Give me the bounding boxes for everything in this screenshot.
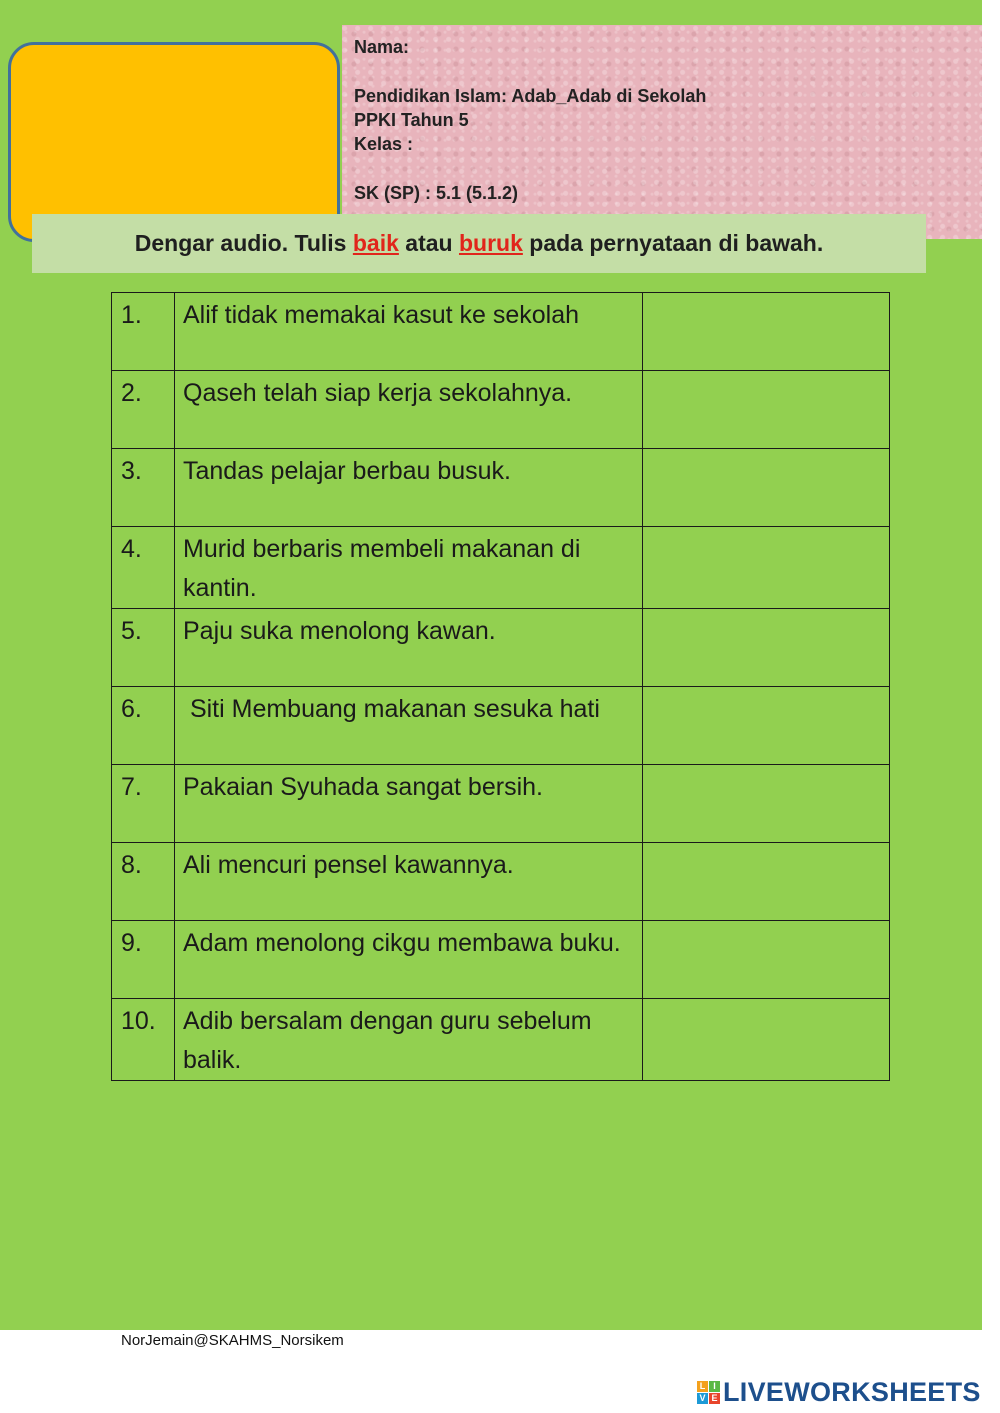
item-number: 10. — [112, 999, 175, 1081]
instruction-text-1: Dengar audio. Tulis — [134, 230, 353, 256]
item-statement: Paju suka menolong kawan. — [175, 609, 643, 687]
answer-field[interactable] — [643, 293, 890, 371]
liveworksheets-brand — [697, 1377, 981, 1407]
answer-field[interactable] — [643, 527, 890, 609]
item-number: 6. — [112, 687, 175, 765]
liveworksheets-logo-icon — [697, 1381, 720, 1404]
item-number: 3. — [112, 449, 175, 527]
table-row — [112, 449, 890, 527]
statements-table — [111, 292, 890, 1081]
table-row — [112, 609, 890, 687]
table-row — [112, 687, 890, 765]
answer-field[interactable] — [643, 765, 890, 843]
instruction-text-3: pada pernyataan di bawah. — [522, 230, 824, 256]
item-number: 5. — [112, 609, 175, 687]
header-card — [342, 25, 982, 239]
item-number: 8. — [112, 843, 175, 921]
answer-field[interactable] — [643, 921, 890, 999]
answer-field[interactable] — [643, 687, 890, 765]
item-statement: Adam menolong cikgu membawa buku. — [175, 921, 643, 999]
standard-code: SK (SP) : 5.1 (5.1.2) — [354, 183, 519, 203]
item-number: 7. — [112, 765, 175, 843]
item-statement: Pakaian Syuhada sangat bersih. — [175, 765, 643, 843]
table-row — [112, 293, 890, 371]
footer-credit: NorJemain@SKAHMS_Norsikem — [121, 1332, 344, 1349]
table-row — [112, 843, 890, 921]
answer-field[interactable] — [643, 999, 890, 1081]
class-level: PPKI Tahun 5 — [354, 110, 469, 130]
logo-letter: V — [697, 1393, 708, 1404]
item-statement: Ali mencuri pensel kawannya. — [175, 843, 643, 921]
table-row — [112, 765, 890, 843]
item-number: 1. — [112, 293, 175, 371]
item-number: 4. — [112, 527, 175, 609]
table-row — [112, 921, 890, 999]
item-number: 9. — [112, 921, 175, 999]
answer-field[interactable] — [643, 371, 890, 449]
logo-letter: I — [709, 1381, 720, 1392]
item-statement: Murid berbaris membeli makanan di kantin. — [175, 527, 643, 609]
keyword-buruk: buruk — [458, 230, 523, 256]
table-row — [112, 527, 890, 609]
item-statement: Alif tidak memakai kasut ke sekolah — [175, 293, 643, 371]
name-label: Nama: — [354, 37, 410, 57]
answer-field[interactable] — [643, 843, 890, 921]
subject-title: Pendidikan Islam: Adab_Adab di Sekolah — [354, 86, 707, 106]
keyword-baik: baik — [352, 230, 399, 256]
item-number: 2. — [112, 371, 175, 449]
class-label: Kelas : — [354, 134, 414, 154]
item-statement: Tandas pelajar berbau busuk. — [175, 449, 643, 527]
logo-letter: L — [697, 1381, 708, 1392]
answer-field[interactable] — [643, 609, 890, 687]
instruction-banner — [32, 214, 926, 273]
logo-letter: E — [709, 1393, 720, 1404]
item-statement: Adib bersalam dengan guru sebelum balik. — [175, 999, 643, 1081]
item-statement: Siti Membuang makanan sesuka hati — [175, 687, 643, 765]
instruction-text-2: atau — [398, 230, 459, 256]
photo-placeholder — [8, 42, 340, 242]
item-statement: Qaseh telah siap kerja sekolahnya. — [175, 371, 643, 449]
table-row — [112, 371, 890, 449]
brand-name: LIVEWORKSHEETS — [723, 1376, 981, 1407]
table-row — [112, 999, 890, 1081]
answer-field[interactable] — [643, 449, 890, 527]
